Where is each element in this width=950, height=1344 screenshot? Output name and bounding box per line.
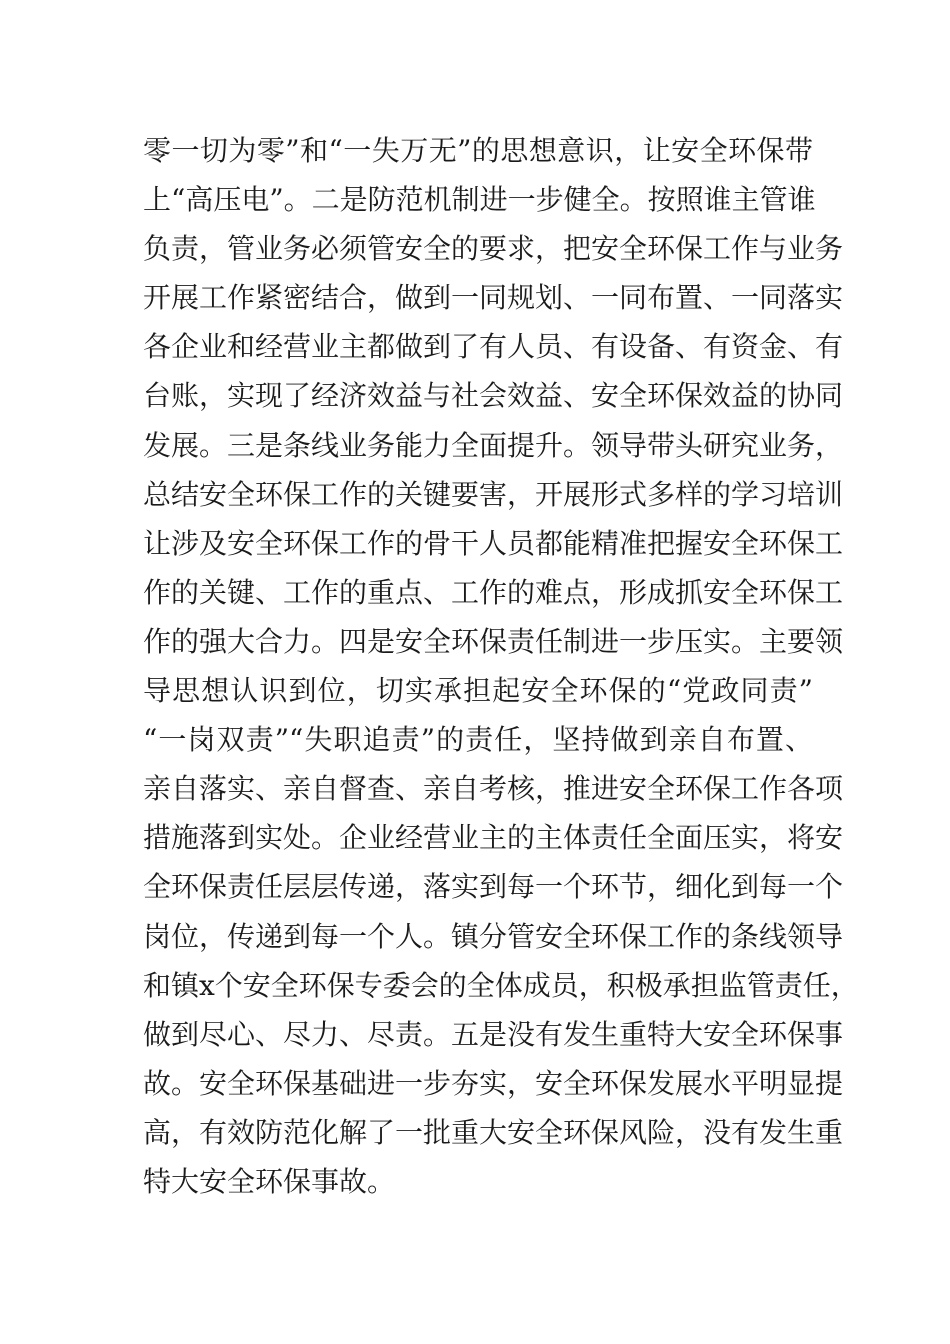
text-line: “一岗双责”“失职追责”的责任，坚持做到亲自布置、: [143, 723, 813, 757]
text-line: 高，有效防范化解了一批重大安全环保风险，没有发生重: [143, 1115, 844, 1149]
text-line: 导思想认识到位，切实承担起安全环保的“党政同责”: [143, 674, 813, 708]
text-line: 故。安全环保基础进一步夯实，安全环保发展水平明显提: [143, 1066, 844, 1100]
text-line: 特大安全环保事故。: [143, 1164, 396, 1198]
text-line: 做到尽心、尽力、尽责。五是没有发生重特大安全环保事: [143, 1017, 844, 1051]
text-line: 全环保责任层层传递，落实到每一个环节，细化到每一个: [143, 870, 844, 904]
text-line: 零一切为零”和“一失万无”的思想意识，让安全环保带: [143, 134, 813, 167]
text-line: 各企业和经营业主都做到了有人员、有设备、有资金、有: [143, 330, 844, 364]
body-paragraph: [143, 126, 859, 1206]
text-line: 和镇x个安全环保专委会的全体成员，积极承担监管责任，: [143, 968, 859, 1002]
text-line: 措施落到实处。企业经营业主的主体责任全面压实，将安: [143, 821, 844, 855]
text-line: 发展。三是条线业务能力全面提升。领导带头研究业务，: [143, 428, 844, 462]
text-line: 开展工作紧密结合，做到一同规划、一同布置、一同落实: [143, 281, 844, 315]
text-line: 负责，管业务必须管安全的要求，把安全环保工作与业务: [143, 232, 844, 266]
text-line: 上“高压电”。二是防范机制进一步健全。按照谁主管谁: [143, 183, 816, 217]
text-line: 台账，实现了经济效益与社会效益、安全环保效益的协同: [143, 379, 844, 413]
text-line: 让涉及安全环保工作的骨干人员都能精准把握安全环保工: [143, 526, 844, 560]
text-line: 作的强大合力。四是安全环保责任制进一步压实。主要领: [143, 624, 844, 658]
text-line: 岗位，传递到每一个人。镇分管安全环保工作的条线领导: [143, 919, 844, 953]
text-line: 作的关键、工作的重点、工作的难点，形成抓安全环保工: [143, 575, 844, 609]
text-line: 亲自落实、亲自督查、亲自考核，推进安全环保工作各项: [143, 772, 844, 806]
text-line: 总结安全环保工作的关键要害，开展形式多样的学习培训: [143, 477, 844, 511]
